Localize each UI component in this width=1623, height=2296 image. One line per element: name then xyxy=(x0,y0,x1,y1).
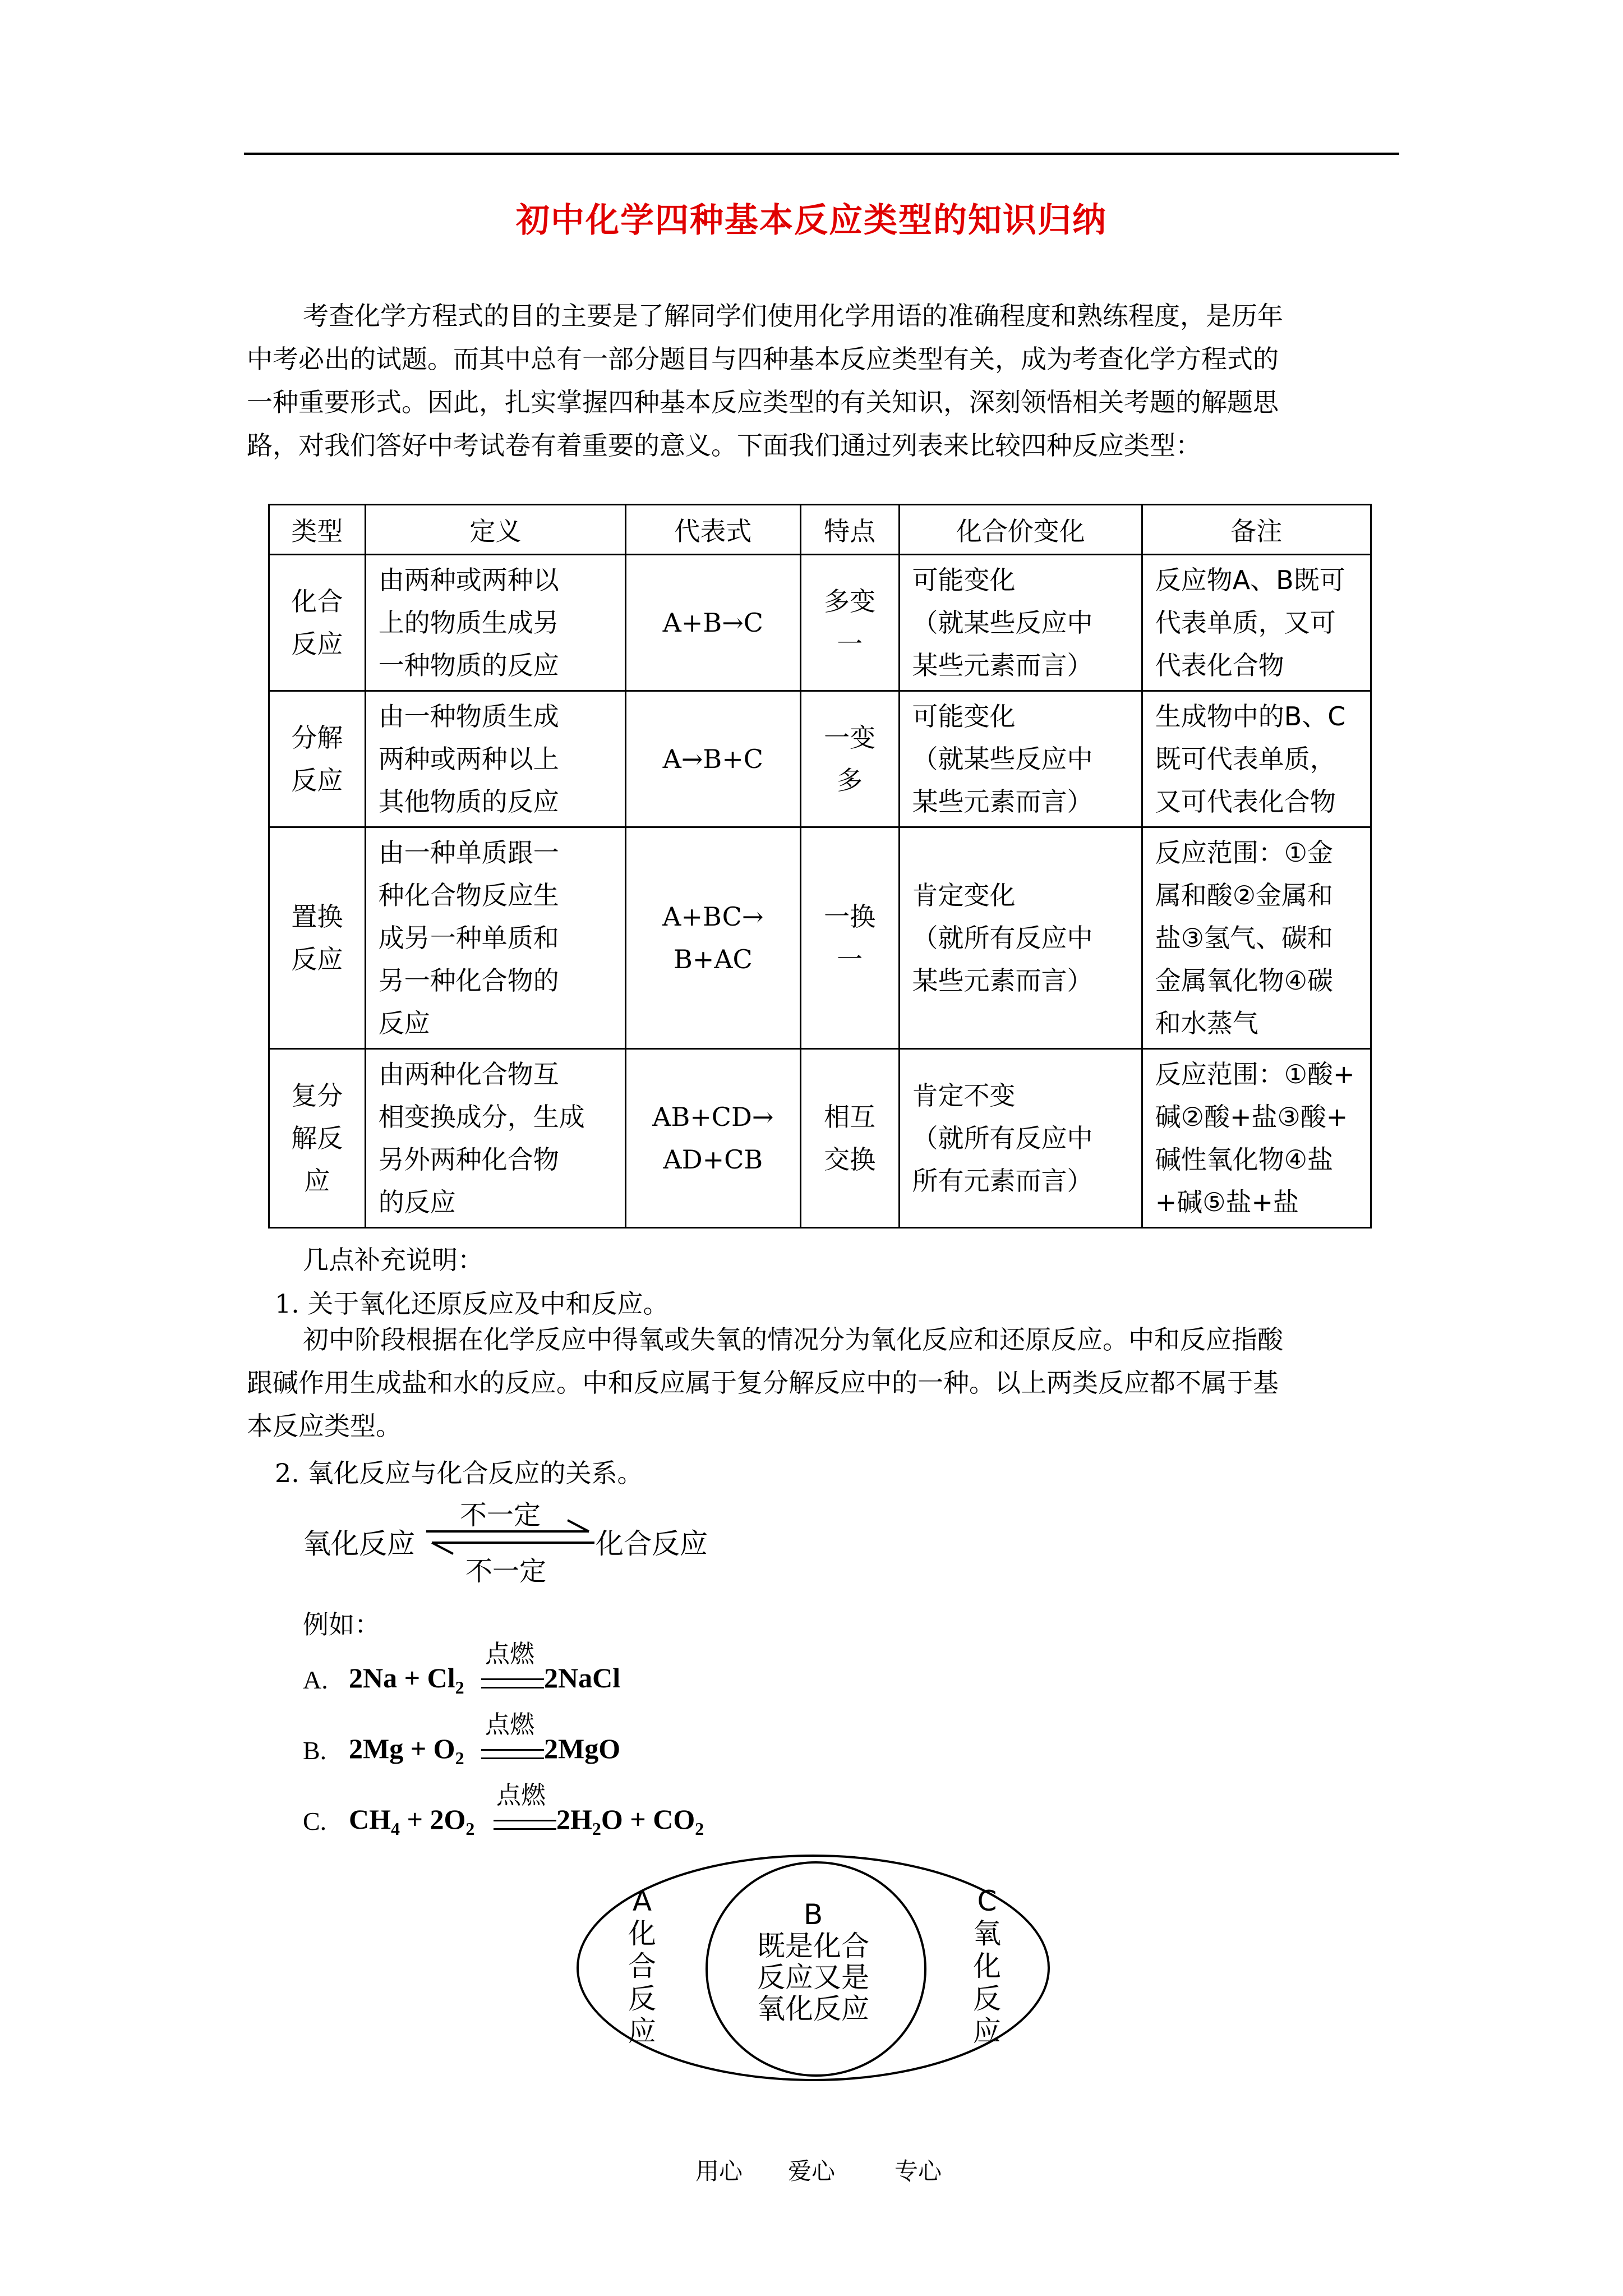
cell-feature-line: 一变 xyxy=(824,723,876,753)
venn-c-char: 应 xyxy=(973,2015,1001,2047)
supplement-line: 本反应类型。 xyxy=(247,1411,402,1441)
cell-definition-line: 的反应 xyxy=(378,1187,456,1217)
cell-feature-line: 一 xyxy=(837,944,863,974)
equation-a-left xyxy=(349,1662,464,1698)
cell-note-line: 又可代表化合物 xyxy=(1155,786,1336,817)
relation-right: 化合反应 xyxy=(596,1527,708,1560)
equilibrium-arrows-icon xyxy=(421,1515,600,1559)
subscript: 2 xyxy=(455,1748,464,1768)
venn-a-char: 反 xyxy=(628,1982,656,2015)
venn-b-letter: B xyxy=(803,1898,823,1931)
cell-type-line: 反应 xyxy=(291,765,343,795)
venn-c-label xyxy=(967,1885,1007,2047)
example-label: 例如： xyxy=(303,1609,380,1640)
cell-note xyxy=(1142,1049,1371,1228)
supplement-line: 跟碱作用生成盐和水的反应。中和反应属于复分解反应中的一种。以上两类反应都不属于基 xyxy=(247,1368,1279,1398)
equation-c-left xyxy=(349,1803,474,1839)
equation-c-condition: 点燃 xyxy=(496,1781,546,1810)
equation-a-right: 2NaCl xyxy=(544,1662,621,1694)
cell-feature xyxy=(800,1049,899,1228)
header-cell: 代表式 xyxy=(625,505,800,555)
table-row xyxy=(269,555,1371,691)
cell-definition-line: 另一种化合物的 xyxy=(378,965,559,996)
cell-note-line: 碱性氧化物④盐 xyxy=(1155,1144,1333,1175)
cell-definition xyxy=(365,827,625,1049)
cell-type-line: 置换 xyxy=(291,901,343,932)
cell-feature xyxy=(800,555,899,691)
cell-valence-line: 可能变化 xyxy=(912,701,1016,731)
reaction-types-table xyxy=(268,504,1372,1228)
venn-a-char: 合 xyxy=(628,1950,656,1982)
header-cell: 化合价变化 xyxy=(899,505,1142,555)
venn-a-letter: A xyxy=(632,1885,652,1917)
relation-left: 氧化反应 xyxy=(303,1527,415,1560)
venn-b-line: 既是化合 xyxy=(757,1930,869,1962)
subscript: 4 xyxy=(391,1819,400,1839)
intro-line: 路，对我们答好中考试卷有着重要的意义。下面我们通过列表来比较四种反应类型： xyxy=(247,430,1201,461)
relation-top: 不一定 xyxy=(460,1499,541,1531)
cell-note-line: 碱②酸+盐③酸+ xyxy=(1155,1102,1348,1132)
equation-b-condition: 点燃 xyxy=(485,1710,534,1739)
cell-type-line: 应 xyxy=(304,1166,330,1196)
cell-valence-line: （就某些反应中 xyxy=(912,744,1093,774)
cell-note-line: 代表化合物 xyxy=(1155,650,1284,680)
subscript: 2 xyxy=(695,1819,704,1839)
cell-note-line: 反应范围：①酸+ xyxy=(1155,1059,1355,1089)
intro-line: 中考必出的试题。而其中总有一部分题目与四种基本反应类型有关，成为考查化学方程式的 xyxy=(247,344,1279,374)
relation-bottom: 不一定 xyxy=(465,1556,547,1587)
cell-valence-line: 肯定变化 xyxy=(912,880,1016,910)
equation-b-reactants: 2Mg + O xyxy=(349,1733,455,1764)
cell-definition-line: 两种或两种以上 xyxy=(378,744,559,774)
cell-valence-line: 某些元素而言） xyxy=(912,786,1093,817)
header-cell: 类型 xyxy=(269,505,366,555)
supplement-item1-title: 1. 关于氧化还原反应及中和反应。 xyxy=(275,1289,669,1319)
equation-a-equals-sign xyxy=(481,1678,544,1688)
intro-paragraph xyxy=(247,295,1402,467)
cell-definition-line: 由一种物质生成 xyxy=(378,701,559,731)
cell-feature-line: 一 xyxy=(837,629,863,659)
cell-note-line: 反应物A、B既可 xyxy=(1155,565,1345,595)
equation-b-right: 2MgO xyxy=(544,1733,621,1764)
header-cell: 备注 xyxy=(1142,505,1371,555)
equation-b-left xyxy=(349,1732,464,1769)
table-row xyxy=(269,691,1371,827)
cell-formula-line: A→B+C xyxy=(662,744,763,774)
cell-definition xyxy=(365,555,625,691)
venn-b-line: 反应又是 xyxy=(757,1961,869,1994)
cell-definition-line: 由两种或两种以 xyxy=(378,565,559,595)
equation-c-reactant1: CH xyxy=(349,1803,391,1835)
venn-c-char: 反 xyxy=(973,1982,1001,2015)
header-rule xyxy=(244,153,1399,155)
cell-type-line: 复分 xyxy=(291,1080,343,1111)
cell-formula-line: B+AC xyxy=(673,944,753,974)
page-title: 初中化学四种基本反应类型的知识归纳 xyxy=(516,201,1107,240)
cell-note-line: 生成物中的B、C xyxy=(1155,701,1346,731)
cell-definition-line: 相变换成分，生成 xyxy=(378,1102,585,1132)
cell-feature xyxy=(800,691,899,827)
cell-note-line: +碱⑤盐+盐 xyxy=(1155,1187,1299,1217)
equation-a-reactants: 2Na + Cl xyxy=(349,1662,455,1694)
cell-formula-line: AB+CD→ xyxy=(652,1102,774,1132)
cell-note-line: 盐③氢气、碳和 xyxy=(1155,923,1333,953)
venn-a-label xyxy=(623,1885,662,2047)
cell-valence-line: 所有元素而言） xyxy=(912,1166,1093,1196)
cell-formula-line: AD+CB xyxy=(663,1144,763,1175)
cell-formula xyxy=(625,555,800,691)
header-cell: 定义 xyxy=(365,505,625,555)
table-header-row xyxy=(269,505,1371,555)
cell-type-line: 反应 xyxy=(291,629,343,659)
cell-valence xyxy=(899,555,1142,691)
cell-valence-line: （就所有反应中 xyxy=(912,1123,1093,1153)
cell-feature-line: 多 xyxy=(837,765,863,795)
equation-c-reactant2: + 2O xyxy=(400,1803,466,1835)
footer-text-1: 用心 xyxy=(695,2157,743,2185)
cell-feature-line: 多变 xyxy=(824,586,876,616)
table-row xyxy=(269,827,1371,1049)
cell-definition-line: 另外两种化合物 xyxy=(378,1144,559,1175)
equation-b-label: B. xyxy=(303,1736,327,1765)
supplement-line: 初中阶段根据在化学反应中得氧或失氧的情况分为氧化反应和还原反应。中和反应指酸 xyxy=(303,1324,1283,1355)
cell-definition-line: 上的物质生成另 xyxy=(378,608,559,638)
cell-valence xyxy=(899,1049,1142,1228)
cell-definition-line: 种化合物反应生 xyxy=(378,880,559,910)
equation-a-label: A. xyxy=(303,1665,328,1694)
cell-type-line: 分解 xyxy=(291,723,343,753)
cell-definition-line: 反应 xyxy=(378,1008,430,1038)
equation-b-equals-sign xyxy=(481,1749,544,1759)
cell-valence xyxy=(899,691,1142,827)
venn-a-char: 化 xyxy=(628,1917,656,1950)
cell-note-line: 既可代表单质， xyxy=(1155,744,1336,774)
cell-note xyxy=(1142,691,1371,827)
cell-valence xyxy=(899,827,1142,1049)
cell-note xyxy=(1142,555,1371,691)
venn-a-char: 应 xyxy=(628,2015,656,2047)
footer-text-2: 爱心 xyxy=(788,2157,836,2185)
subscript: 2 xyxy=(465,1819,475,1839)
venn-c-char: 化 xyxy=(973,1950,1001,1982)
cell-note-line: 属和酸②金属和 xyxy=(1155,880,1333,910)
cell-type xyxy=(269,691,366,827)
cell-type-line: 化合 xyxy=(291,586,343,616)
cell-formula xyxy=(625,691,800,827)
table-row xyxy=(269,1049,1371,1228)
cell-definition-line: 一种物质的反应 xyxy=(378,650,559,680)
cell-type-line: 反应 xyxy=(291,944,343,974)
cell-type xyxy=(269,555,366,691)
intro-line: 考查化学方程式的目的主要是了解同学们使用化学用语的准确程度和熟练程度，是历年 xyxy=(303,301,1283,331)
supplement-item1-paragraph xyxy=(247,1318,1402,1448)
cell-type-line: 解反 xyxy=(291,1123,343,1153)
intro-line: 一种重要形式。因此，扎实掌握四种基本反应类型的有关知识，深刻领悟相关考题的解题思 xyxy=(247,387,1279,417)
supplement-item2-title: 2. 氧化反应与化合反应的关系。 xyxy=(275,1458,643,1488)
cell-note-line: 反应范围：①金 xyxy=(1155,838,1333,868)
cell-feature xyxy=(800,827,899,1049)
cell-note-line: 和水蒸气 xyxy=(1155,1008,1258,1038)
equation-c-product1: 2H xyxy=(556,1803,592,1835)
venn-b-line: 氧化反应 xyxy=(757,1993,869,2025)
cell-definition-line: 成另一种单质和 xyxy=(378,923,559,953)
cell-definition xyxy=(365,1049,625,1228)
subscript: 2 xyxy=(592,1819,601,1839)
cell-formula-line: A+B→C xyxy=(662,608,763,638)
venn-c-letter: C xyxy=(977,1885,997,1917)
supplement-heading: 几点补充说明： xyxy=(303,1245,483,1275)
cell-type xyxy=(269,1049,366,1228)
equation-c-product2: O + CO xyxy=(601,1803,695,1835)
cell-feature-line: 相互 xyxy=(824,1102,876,1132)
cell-valence-line: 肯定不变 xyxy=(912,1080,1016,1111)
cell-definition-line: 其他物质的反应 xyxy=(378,786,559,817)
cell-valence-line: 可能变化 xyxy=(912,565,1016,595)
equation-c-right xyxy=(556,1803,704,1839)
subscript: 2 xyxy=(455,1677,464,1697)
cell-valence-line: 某些元素而言） xyxy=(912,650,1093,680)
equation-c-equals-sign xyxy=(494,1820,556,1830)
cell-valence-line: （就某些反应中 xyxy=(912,608,1093,638)
venn-c-char: 氧 xyxy=(973,1917,1001,1950)
cell-note-line: 代表单质，又可 xyxy=(1155,608,1336,638)
cell-formula-line: A+BC→ xyxy=(662,901,764,932)
cell-type xyxy=(269,827,366,1049)
cell-feature-line: 交换 xyxy=(824,1144,876,1175)
footer-text-3: 专心 xyxy=(895,2157,942,2185)
cell-note-line: 金属氧化物④碳 xyxy=(1155,965,1333,996)
cell-formula xyxy=(625,827,800,1049)
cell-definition xyxy=(365,691,625,827)
venn-b-label xyxy=(740,1899,886,2024)
cell-definition-line: 由两种化合物互 xyxy=(378,1059,559,1089)
cell-definition-line: 由一种单质跟一 xyxy=(378,838,559,868)
equation-c-label: C. xyxy=(303,1807,327,1835)
cell-formula xyxy=(625,1049,800,1228)
cell-note xyxy=(1142,827,1371,1049)
equation-a-condition: 点燃 xyxy=(485,1640,534,1668)
cell-feature-line: 一换 xyxy=(824,901,876,932)
header-cell: 特点 xyxy=(800,505,899,555)
cell-valence-line: 某些元素而言） xyxy=(912,965,1093,996)
cell-valence-line: （就所有反应中 xyxy=(912,923,1093,953)
